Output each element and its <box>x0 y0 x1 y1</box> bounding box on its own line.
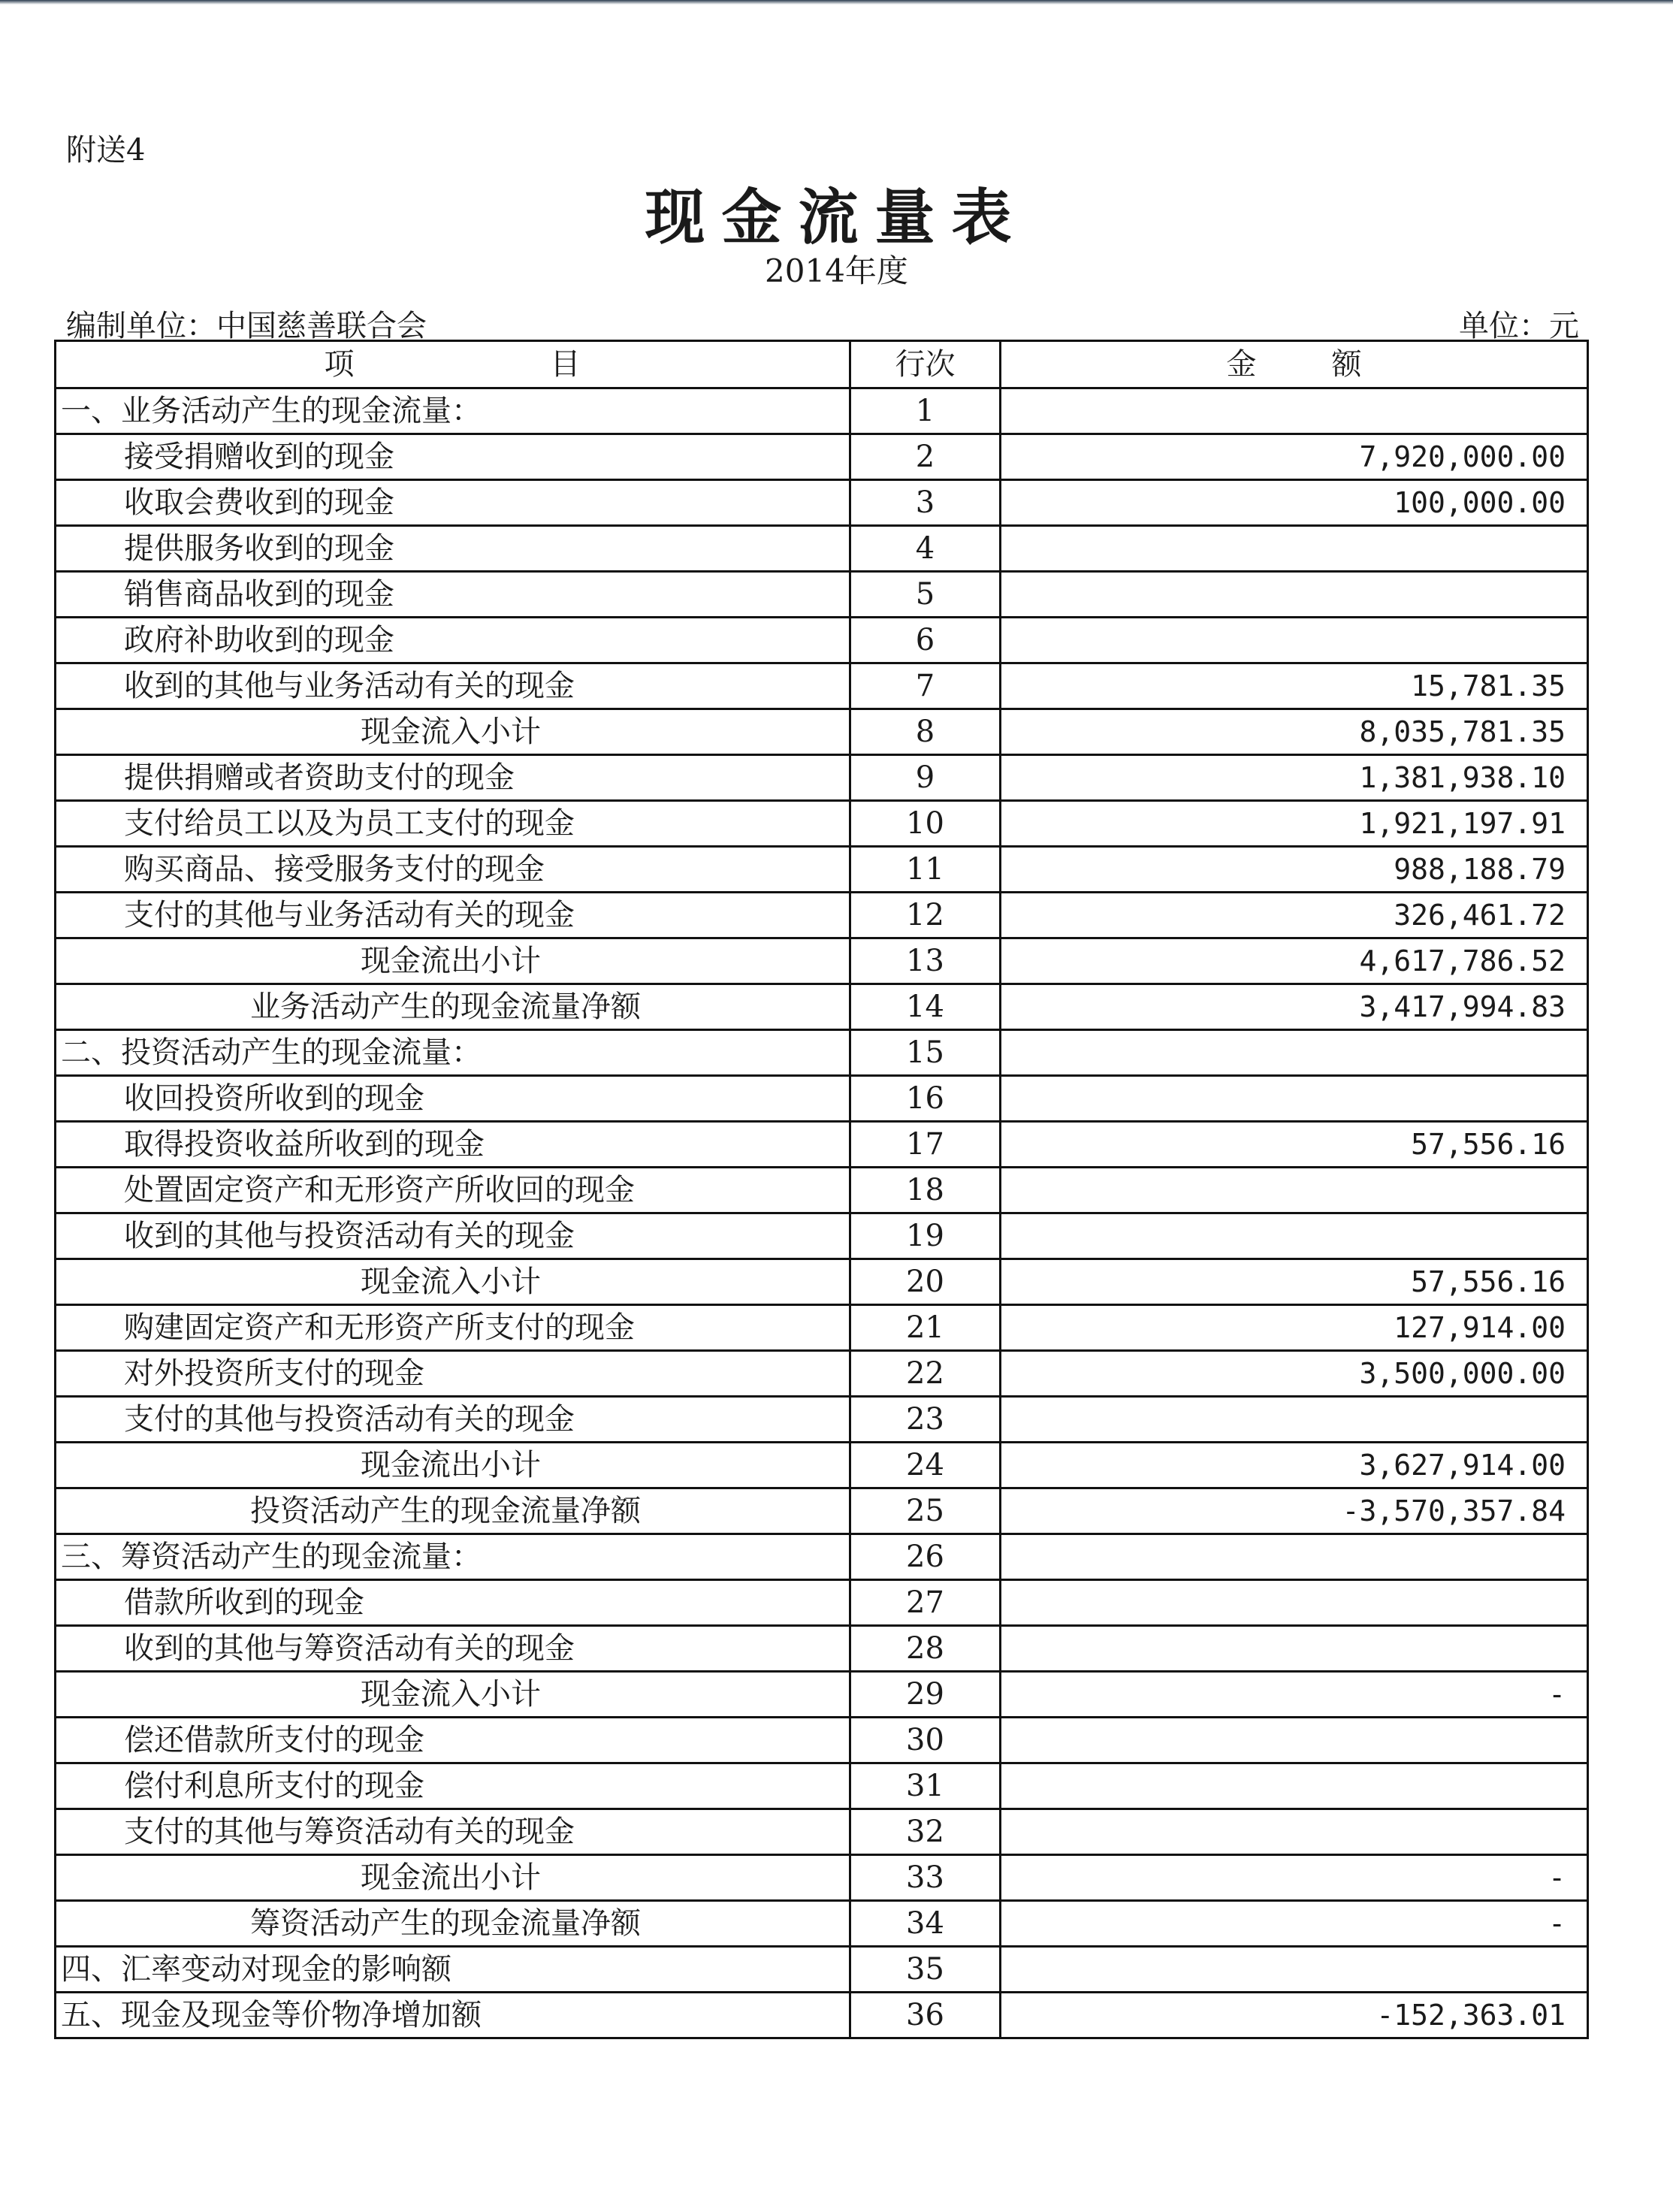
row-amount: 1,381,938.10 <box>1001 755 1588 801</box>
subtotal-row <box>56 1672 1588 1718</box>
row-line-no: 25 <box>850 1488 1001 1534</box>
row-line-no: 31 <box>850 1763 1001 1809</box>
row-amount <box>1001 1534 1588 1580</box>
annex-label: 附送4 <box>66 133 146 168</box>
row-item: 处置固定资产和无形资产所收回的现金 <box>56 1168 850 1213</box>
row-item: 现金流入小计 <box>56 709 850 755</box>
row-item: 对外投资所支付的现金 <box>56 1351 850 1397</box>
row-amount: 57,556.16 <box>1001 1259 1588 1305</box>
row-line-no: 32 <box>850 1809 1001 1855</box>
row-item: 现金流出小计 <box>56 1855 850 1901</box>
section-row <box>56 1947 1588 1993</box>
row-line-no: 28 <box>850 1626 1001 1672</box>
row-amount: 127,914.00 <box>1001 1305 1588 1351</box>
row-line-no: 24 <box>850 1443 1001 1488</box>
row-amount: -152,363.01 <box>1001 1993 1588 2038</box>
table-row <box>56 618 1588 663</box>
row-amount <box>1001 526 1588 572</box>
table-row <box>56 893 1588 938</box>
row-line-no: 6 <box>850 618 1001 663</box>
row-line-no: 4 <box>850 526 1001 572</box>
table-row <box>56 1213 1588 1259</box>
row-line-no: 18 <box>850 1168 1001 1213</box>
row-line-no: 17 <box>850 1122 1001 1168</box>
row-line-no: 11 <box>850 847 1001 893</box>
row-item: 四、汇率变动对现金的影响额 <box>56 1947 850 1993</box>
row-line-no: 19 <box>850 1213 1001 1259</box>
column-header-amount-a: 金 <box>1226 347 1257 382</box>
row-line-no: 2 <box>850 434 1001 480</box>
row-amount: 100,000.00 <box>1001 480 1588 526</box>
table-row <box>56 1168 1588 1213</box>
row-amount <box>1001 1809 1588 1855</box>
row-item: 现金流入小计 <box>56 1672 850 1718</box>
row-line-no: 7 <box>850 663 1001 709</box>
row-line-no: 3 <box>850 480 1001 526</box>
row-line-no: 1 <box>850 388 1001 434</box>
table-row <box>56 1122 1588 1168</box>
row-amount <box>1001 1580 1588 1626</box>
table-row <box>56 1809 1588 1855</box>
row-amount <box>1001 1030 1588 1076</box>
table-row <box>56 663 1588 709</box>
table-row <box>56 480 1588 526</box>
row-line-no: 27 <box>850 1580 1001 1626</box>
row-item: 支付的其他与投资活动有关的现金 <box>56 1397 850 1443</box>
table-header-row <box>56 341 1588 388</box>
organization-label: 编制单位：中国慈善联合会 <box>66 309 427 343</box>
row-amount: 3,417,994.83 <box>1001 984 1588 1030</box>
row-line-no: 21 <box>850 1305 1001 1351</box>
row-item: 提供捐赠或者资助支付的现金 <box>56 755 850 801</box>
subtotal-row <box>56 938 1588 984</box>
row-line-no: 29 <box>850 1672 1001 1718</box>
row-amount <box>1001 1213 1588 1259</box>
row-item: 一、业务活动产生的现金流量： <box>56 388 850 434</box>
row-item: 收到的其他与业务活动有关的现金 <box>56 663 850 709</box>
row-item: 提供服务收到的现金 <box>56 526 850 572</box>
net-total-row <box>56 1488 1588 1534</box>
row-line-no: 15 <box>850 1030 1001 1076</box>
row-line-no: 14 <box>850 984 1001 1030</box>
section-row <box>56 1030 1588 1076</box>
row-item: 筹资活动产生的现金流量净额 <box>56 1901 850 1947</box>
row-item: 三、筹资活动产生的现金流量： <box>56 1534 850 1580</box>
row-item: 二、投资活动产生的现金流量： <box>56 1030 850 1076</box>
row-line-no: 36 <box>850 1993 1001 2038</box>
table-row <box>56 1763 1588 1809</box>
section-row <box>56 1993 1588 2038</box>
row-amount <box>1001 1076 1588 1122</box>
row-item: 购建固定资产和无形资产所支付的现金 <box>56 1305 850 1351</box>
row-item: 偿付利息所支付的现金 <box>56 1763 850 1809</box>
row-line-no: 20 <box>850 1259 1001 1305</box>
net-total-row <box>56 984 1588 1030</box>
row-item: 收到的其他与投资活动有关的现金 <box>56 1213 850 1259</box>
row-line-no: 23 <box>850 1397 1001 1443</box>
row-amount: - <box>1001 1672 1588 1718</box>
table-row <box>56 801 1588 847</box>
row-item: 收到的其他与筹资活动有关的现金 <box>56 1626 850 1672</box>
row-item: 取得投资收益所收到的现金 <box>56 1122 850 1168</box>
row-item: 现金流出小计 <box>56 938 850 984</box>
row-line-no: 5 <box>850 572 1001 618</box>
row-line-no: 34 <box>850 1901 1001 1947</box>
report-period: 2014年度 <box>765 252 908 289</box>
column-header-item <box>56 341 850 388</box>
subtotal-row <box>56 1855 1588 1901</box>
row-item: 支付的其他与筹资活动有关的现金 <box>56 1809 850 1855</box>
row-line-no: 9 <box>850 755 1001 801</box>
row-amount <box>1001 1626 1588 1672</box>
currency-unit-label: 单位：元 <box>1459 309 1579 343</box>
row-amount: 3,500,000.00 <box>1001 1351 1588 1397</box>
table-row <box>56 434 1588 480</box>
row-item: 支付给员工以及为员工支付的现金 <box>56 801 850 847</box>
row-item: 偿还借款所支付的现金 <box>56 1718 850 1763</box>
row-amount <box>1001 1763 1588 1809</box>
row-amount: 326,461.72 <box>1001 893 1588 938</box>
row-item: 购买商品、接受服务支付的现金 <box>56 847 850 893</box>
table-row <box>56 388 1588 434</box>
table-row <box>56 1305 1588 1351</box>
row-item: 业务活动产生的现金流量净额 <box>56 984 850 1030</box>
row-line-no: 13 <box>850 938 1001 984</box>
row-item: 投资活动产生的现金流量净额 <box>56 1488 850 1534</box>
subtotal-row <box>56 1443 1588 1488</box>
column-header-amount-b: 额 <box>1331 347 1362 382</box>
subtotal-row <box>56 709 1588 755</box>
page-title: 现金流量表 <box>645 182 1028 252</box>
scan-top-edge <box>0 0 1673 5</box>
table-row <box>56 755 1588 801</box>
row-line-no: 33 <box>850 1855 1001 1901</box>
row-amount: 8,035,781.35 <box>1001 709 1588 755</box>
row-amount: 3,627,914.00 <box>1001 1443 1588 1488</box>
row-amount <box>1001 572 1588 618</box>
table-row <box>56 526 1588 572</box>
row-line-no: 35 <box>850 1947 1001 1993</box>
row-amount: 988,188.79 <box>1001 847 1588 893</box>
column-header-line-no: 行次 <box>850 341 1001 388</box>
row-amount <box>1001 1947 1588 1993</box>
table-row <box>56 1351 1588 1397</box>
column-header-amount <box>1001 341 1588 388</box>
row-item: 五、现金及现金等价物净增加额 <box>56 1993 850 2038</box>
row-item: 现金流出小计 <box>56 1443 850 1488</box>
table-row <box>56 1580 1588 1626</box>
row-line-no: 12 <box>850 893 1001 938</box>
row-line-no: 10 <box>850 801 1001 847</box>
row-amount: 4,617,786.52 <box>1001 938 1588 984</box>
row-line-no: 26 <box>850 1534 1001 1580</box>
row-item: 支付的其他与业务活动有关的现金 <box>56 893 850 938</box>
row-amount <box>1001 1168 1588 1213</box>
row-amount: 15,781.35 <box>1001 663 1588 709</box>
table-row <box>56 1626 1588 1672</box>
cash-flow-table <box>54 340 1589 2039</box>
row-amount <box>1001 618 1588 663</box>
row-item: 政府补助收到的现金 <box>56 618 850 663</box>
column-header-item-b: 目 <box>550 347 581 382</box>
column-header-item-a: 项 <box>324 347 355 382</box>
row-amount: 57,556.16 <box>1001 1122 1588 1168</box>
row-line-no: 22 <box>850 1351 1001 1397</box>
row-line-no: 16 <box>850 1076 1001 1122</box>
row-amount: - <box>1001 1901 1588 1947</box>
row-amount: 7,920,000.00 <box>1001 434 1588 480</box>
row-line-no: 30 <box>850 1718 1001 1763</box>
table-row <box>56 1718 1588 1763</box>
row-amount <box>1001 1718 1588 1763</box>
row-amount <box>1001 388 1588 434</box>
net-total-row <box>56 1901 1588 1947</box>
row-line-no: 8 <box>850 709 1001 755</box>
row-item: 收回投资所收到的现金 <box>56 1076 850 1122</box>
table-row <box>56 1076 1588 1122</box>
row-amount: 1,921,197.91 <box>1001 801 1588 847</box>
subtotal-row <box>56 1259 1588 1305</box>
row-amount: -3,570,357.84 <box>1001 1488 1588 1534</box>
table-row <box>56 1397 1588 1443</box>
row-amount <box>1001 1397 1588 1443</box>
section-row <box>56 1534 1588 1580</box>
row-item: 现金流入小计 <box>56 1259 850 1305</box>
row-item: 收取会费收到的现金 <box>56 480 850 526</box>
row-item: 借款所收到的现金 <box>56 1580 850 1626</box>
row-item: 接受捐赠收到的现金 <box>56 434 850 480</box>
table-row <box>56 847 1588 893</box>
row-amount: - <box>1001 1855 1588 1901</box>
table-row <box>56 572 1588 618</box>
row-item: 销售商品收到的现金 <box>56 572 850 618</box>
